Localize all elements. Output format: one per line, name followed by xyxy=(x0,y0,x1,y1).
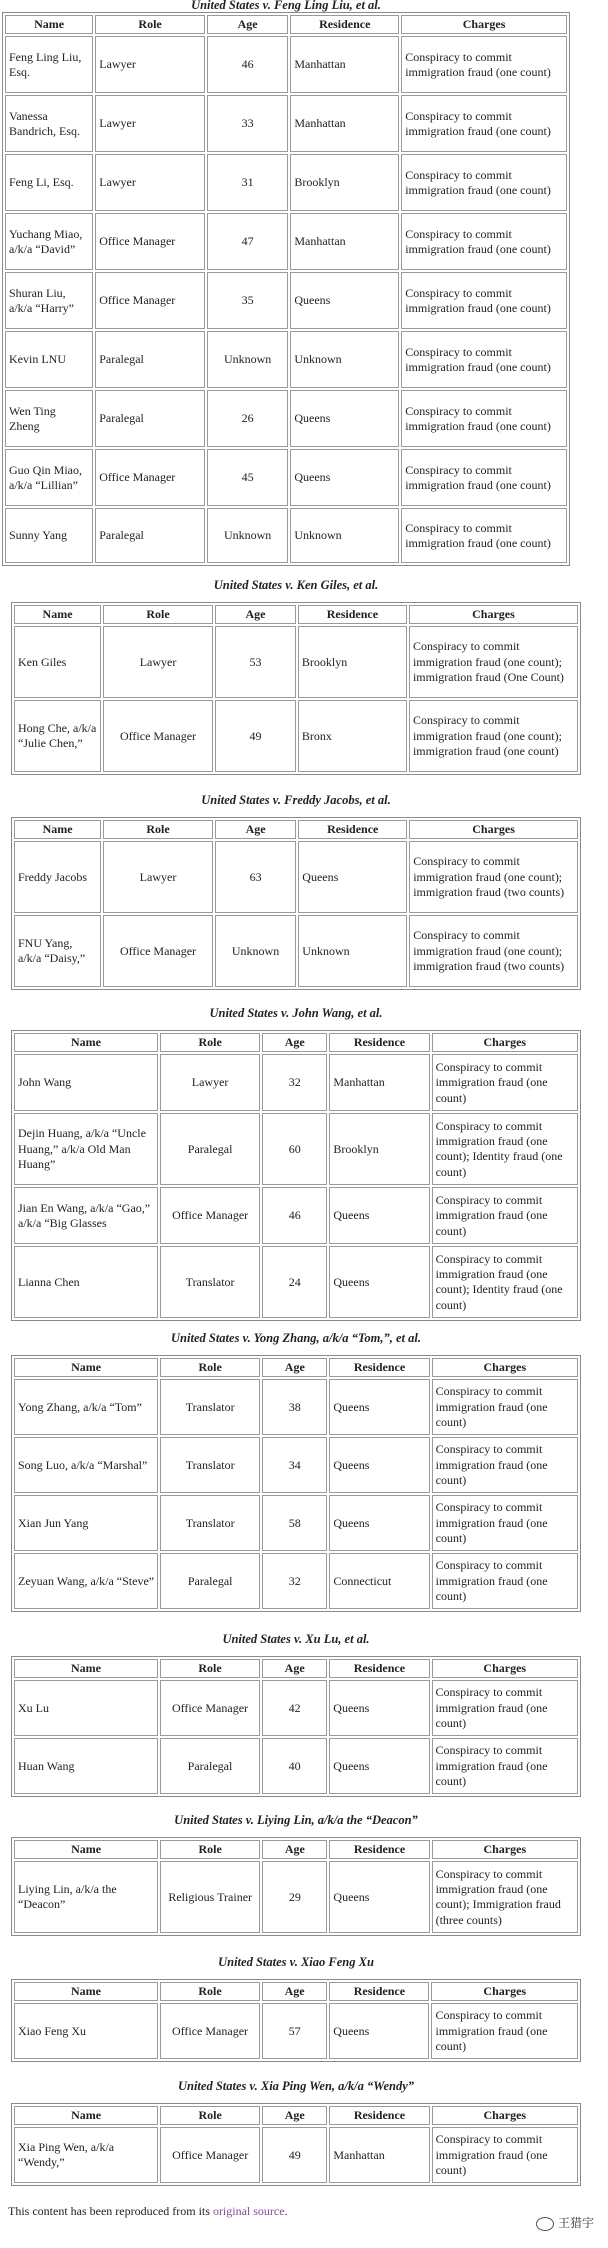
name-cell: Wen Ting Zheng xyxy=(5,390,93,447)
case-table xyxy=(11,1355,581,1612)
table-row xyxy=(14,1680,578,1736)
role-cell: Office Manager xyxy=(160,2127,260,2183)
role-cell: Office Manager xyxy=(160,1680,260,1736)
table-row xyxy=(5,390,567,447)
case-table xyxy=(11,2103,581,2186)
age-cell: 46 xyxy=(207,36,288,93)
residence-cell: Unknown xyxy=(290,331,399,388)
name-cell: Shuran Liu, a/k/a “Harry” xyxy=(5,272,93,329)
column-header-charges: Charges xyxy=(401,15,567,34)
age-cell: 49 xyxy=(215,700,296,772)
table-row xyxy=(5,508,567,563)
role-cell: Office Manager xyxy=(160,2003,260,2059)
column-header-role: Role xyxy=(160,1033,260,1052)
column-header-name: Name xyxy=(14,605,101,624)
column-header-residence: Residence xyxy=(298,605,407,624)
residence-cell: Unknown xyxy=(298,915,407,987)
table-row xyxy=(14,1738,578,1794)
residence-cell: Queens xyxy=(329,1437,429,1493)
charges-cell: Conspiracy to commit immigration fraud (one count); immigration fraud (One Count) xyxy=(409,626,578,698)
column-header-residence: Residence xyxy=(329,1033,429,1052)
charges-cell: Conspiracy to commit immigration fraud (one count) xyxy=(401,449,567,506)
charges-cell: Conspiracy to commit immigration fraud (one count) xyxy=(432,2127,578,2183)
header-row xyxy=(14,605,578,624)
case-table xyxy=(2,12,570,566)
column-header-residence: Residence xyxy=(298,820,407,839)
column-header-name: Name xyxy=(14,1358,158,1377)
column-header-name: Name xyxy=(5,15,93,34)
age-cell: 47 xyxy=(207,213,288,270)
age-cell: 63 xyxy=(215,841,296,913)
residence-cell: Manhattan xyxy=(329,1054,429,1111)
age-cell: Unknown xyxy=(207,331,288,388)
charges-cell: Conspiracy to commit immigration fraud (one count) xyxy=(432,1553,578,1609)
residence-cell: Queens xyxy=(290,390,399,447)
residence-cell: Unknown xyxy=(290,508,399,563)
charges-cell: Conspiracy to commit immigration fraud (one count) xyxy=(401,154,567,211)
charges-cell: Conspiracy to commit immigration fraud (one count); immigration fraud (two counts) xyxy=(409,841,578,913)
charges-cell: Conspiracy to commit immigration fraud (one count); Immigration fraud (three counts) xyxy=(432,1861,578,1933)
age-cell: 26 xyxy=(207,390,288,447)
name-cell: Jian En Wang, a/k/a “Gao,” a/k/a “Big Glasses xyxy=(14,1187,158,1244)
column-header-charges: Charges xyxy=(432,1840,578,1859)
residence-cell: Brooklyn xyxy=(298,626,407,698)
role-cell: Lawyer xyxy=(95,36,205,93)
age-cell: 24 xyxy=(262,1246,327,1318)
case-title: United States v. Feng Ling Liu, et al. xyxy=(191,0,381,12)
column-header-role: Role xyxy=(160,1659,260,1678)
age-cell: 29 xyxy=(262,1861,327,1933)
charges-cell: Conspiracy to commit immigration fraud (one count) xyxy=(401,331,567,388)
name-cell: Hong Che, a/k/a “Julie Chen,” xyxy=(14,700,101,772)
charges-cell: Conspiracy to commit immigration fraud (one count) xyxy=(432,1680,579,1736)
case-table xyxy=(11,1030,581,1321)
column-header-age: Age xyxy=(262,1982,327,2001)
table-row xyxy=(14,626,578,698)
residence-cell: Bronx xyxy=(298,700,407,772)
header-row xyxy=(14,2106,578,2125)
column-header-name: Name xyxy=(14,1033,158,1052)
watermark xyxy=(536,2214,594,2231)
table-row xyxy=(5,331,567,388)
age-cell: 60 xyxy=(262,1113,327,1185)
age-cell: 57 xyxy=(262,2003,327,2059)
header-row xyxy=(14,1840,578,1859)
table-row xyxy=(14,2003,578,2059)
table-row xyxy=(5,449,567,506)
case-title: United States v. Liying Lin, a/k/a the “Deacon” xyxy=(174,1813,418,1827)
role-cell: Translator xyxy=(160,1495,260,1551)
role-cell: Lawyer xyxy=(160,1054,260,1111)
charges-cell: Conspiracy to commit immigration fraud (one count) xyxy=(432,1054,578,1111)
residence-cell: Queens xyxy=(329,1187,429,1244)
age-cell: 35 xyxy=(207,272,288,329)
name-cell: Xiao Feng Xu xyxy=(14,2003,158,2059)
column-header-name: Name xyxy=(14,820,101,839)
residence-cell: Queens xyxy=(290,449,399,506)
case-table xyxy=(11,817,581,990)
column-header-role: Role xyxy=(160,1982,260,2001)
role-cell: Office Manager xyxy=(95,272,205,329)
age-cell: 33 xyxy=(207,95,288,152)
column-header-age: Age xyxy=(262,2106,327,2125)
case-table xyxy=(11,1837,581,1936)
charges-cell: Conspiracy to commit immigration fraud (one count) xyxy=(401,390,567,447)
name-cell: Xian Jun Yang xyxy=(14,1495,158,1551)
name-cell: Kevin LNU xyxy=(5,331,93,388)
column-header-charges: Charges xyxy=(409,820,578,839)
role-cell: Religious Trainer xyxy=(160,1861,260,1933)
column-header-residence: Residence xyxy=(329,1840,429,1859)
case-title: United States v. Xiao Feng Xu xyxy=(218,1955,374,1969)
table-row xyxy=(14,1379,578,1435)
case-title: United States v. Xia Ping Wen, a/k/a “Wendy” xyxy=(177,2079,414,2093)
role-cell: Lawyer xyxy=(95,154,205,211)
column-header-role: Role xyxy=(95,15,205,34)
table-row xyxy=(5,272,567,329)
charges-cell: Conspiracy to commit immigration fraud (one count) xyxy=(432,1738,579,1794)
name-cell: Feng Ling Liu, Esq. xyxy=(5,36,93,93)
table-row xyxy=(14,1246,578,1318)
residence-cell: Queens xyxy=(329,1246,429,1318)
table-row xyxy=(14,841,578,913)
table-row xyxy=(14,1495,578,1551)
name-cell: Yong Zhang, a/k/a “Tom” xyxy=(14,1379,158,1435)
source-note-text: This content has been reproduced from its xyxy=(8,2204,213,2218)
table-row xyxy=(14,1113,578,1185)
column-header-role: Role xyxy=(160,1840,260,1859)
residence-cell: Queens xyxy=(290,272,399,329)
role-cell: Translator xyxy=(160,1379,260,1435)
residence-cell: Brooklyn xyxy=(329,1113,429,1185)
role-cell: Lawyer xyxy=(103,626,213,698)
role-cell: Translator xyxy=(160,1437,260,1493)
name-cell: Dejin Huang, a/k/a “Uncle Huang,” a/k/a Old Man Huang” xyxy=(14,1113,158,1185)
case-title: United States v. John Wang, et al. xyxy=(209,1006,383,1020)
charges-cell: Conspiracy to commit immigration fraud (one count) xyxy=(432,1379,578,1435)
age-cell: 31 xyxy=(207,154,288,211)
age-cell: Unknown xyxy=(215,915,296,987)
column-header-age: Age xyxy=(262,1659,327,1678)
age-cell: 46 xyxy=(262,1187,327,1244)
table-row xyxy=(14,1054,578,1111)
charges-cell: Conspiracy to commit immigration fraud (one count); immigration fraud (one count) xyxy=(409,700,578,772)
residence-cell: Brooklyn xyxy=(290,154,399,211)
case-title: United States v. Freddy Jacobs, et al. xyxy=(201,793,391,807)
age-cell: 38 xyxy=(262,1379,327,1435)
age-cell: Unknown xyxy=(207,508,288,563)
column-header-residence: Residence xyxy=(329,2106,429,2125)
age-cell: 45 xyxy=(207,449,288,506)
column-header-charges: Charges xyxy=(432,2106,578,2125)
case-table xyxy=(11,602,581,775)
age-cell: 58 xyxy=(262,1495,327,1551)
residence-cell: Queens xyxy=(329,1495,429,1551)
residence-cell: Manhattan xyxy=(290,36,399,93)
role-cell: Office Manager xyxy=(95,213,205,270)
table-row xyxy=(14,1187,578,1244)
table-row xyxy=(14,1553,578,1609)
column-header-age: Age xyxy=(262,1033,327,1052)
table-row xyxy=(14,1437,578,1493)
age-cell: 42 xyxy=(262,1680,327,1736)
column-header-charges: Charges xyxy=(432,1659,579,1678)
charges-cell: Conspiracy to commit immigration fraud (one count) xyxy=(432,1187,578,1244)
name-cell: John Wang xyxy=(14,1054,158,1111)
charges-cell: Conspiracy to commit immigration fraud (one count) xyxy=(432,1495,578,1551)
name-cell: Xu Lu xyxy=(14,1680,158,1736)
name-cell: Liying Lin, a/k/a the “Deacon” xyxy=(14,1861,158,1933)
wechat-icon xyxy=(536,2217,554,2231)
role-cell: Translator xyxy=(160,1246,260,1318)
column-header-age: Age xyxy=(215,820,296,839)
role-cell: Paralegal xyxy=(160,1738,260,1794)
residence-cell: Queens xyxy=(329,1738,429,1794)
column-header-residence: Residence xyxy=(329,1659,429,1678)
column-header-age: Age xyxy=(262,1358,327,1377)
charges-cell: Conspiracy to commit immigration fraud (one count); Identity fraud (one count) xyxy=(432,1246,578,1318)
role-cell: Paralegal xyxy=(160,1113,260,1185)
column-header-name: Name xyxy=(14,1840,158,1859)
header-row xyxy=(5,15,567,34)
age-cell: 32 xyxy=(262,1553,327,1609)
table-row xyxy=(14,1861,578,1933)
column-header-charges: Charges xyxy=(431,1982,578,2001)
case-table xyxy=(11,1656,581,1797)
case-table xyxy=(11,1979,581,2062)
table-row xyxy=(5,213,567,270)
charges-cell: Conspiracy to commit immigration fraud (one count) xyxy=(401,213,567,270)
column-header-name: Name xyxy=(14,2106,158,2125)
header-row xyxy=(14,1982,578,2001)
name-cell: Song Luo, a/k/a “Marshal” xyxy=(14,1437,158,1493)
role-cell: Lawyer xyxy=(103,841,213,913)
name-cell: Feng Li, Esq. xyxy=(5,154,93,211)
source-note-end: . xyxy=(284,2204,288,2218)
table-row xyxy=(5,36,567,93)
table-row xyxy=(14,700,578,772)
original-source-link[interactable]: original source xyxy=(212,2204,285,2218)
name-cell: Lianna Chen xyxy=(14,1246,158,1318)
age-cell: 53 xyxy=(215,626,296,698)
table-row xyxy=(5,154,567,211)
residence-cell: Queens xyxy=(329,1379,429,1435)
charges-cell: Conspiracy to commit immigration fraud (one count) xyxy=(401,36,567,93)
column-header-role: Role xyxy=(103,820,213,839)
role-cell: Paralegal xyxy=(160,1553,260,1609)
case-title: United States v. Xu Lu, et al. xyxy=(222,1632,370,1646)
column-header-charges: Charges xyxy=(432,1033,578,1052)
column-header-residence: Residence xyxy=(329,1982,429,2001)
residence-cell: Manhattan xyxy=(329,2127,429,2183)
residence-cell: Connecticut xyxy=(329,1553,429,1609)
column-header-role: Role xyxy=(103,605,213,624)
column-header-name: Name xyxy=(14,1982,158,2001)
age-cell: 49 xyxy=(262,2127,327,2183)
residence-cell: Manhattan xyxy=(290,95,399,152)
age-cell: 40 xyxy=(262,1738,327,1794)
charges-cell: Conspiracy to commit immigration fraud (one count) xyxy=(401,95,567,152)
table-row xyxy=(5,95,567,152)
role-cell: Lawyer xyxy=(95,95,205,152)
age-cell: 32 xyxy=(262,1054,327,1111)
role-cell: Paralegal xyxy=(95,331,205,388)
name-cell: Sunny Yang xyxy=(5,508,93,563)
column-header-charges: Charges xyxy=(409,605,578,624)
role-cell: Office Manager xyxy=(160,1187,260,1244)
role-cell: Paralegal xyxy=(95,390,205,447)
role-cell: Office Manager xyxy=(95,449,205,506)
case-title: United States v. Yong Zhang, a/k/a “Tom,”, et al. xyxy=(171,1331,421,1345)
role-cell: Office Manager xyxy=(103,915,213,987)
role-cell: Paralegal xyxy=(95,508,205,563)
header-row xyxy=(14,820,578,839)
watermark-text: 王猎宇 xyxy=(557,2216,594,2230)
table-row xyxy=(14,2127,578,2183)
residence-cell: Queens xyxy=(329,1680,429,1736)
name-cell: FNU Yang, a/k/a “Daisy,” xyxy=(14,915,101,987)
name-cell: Ken Giles xyxy=(14,626,101,698)
name-cell: Huan Wang xyxy=(14,1738,158,1794)
name-cell: Zeyuan Wang, a/k/a “Steve” xyxy=(14,1553,158,1609)
name-cell: Vanessa Bandrich, Esq. xyxy=(5,95,93,152)
column-header-residence: Residence xyxy=(329,1358,429,1377)
source-note xyxy=(8,2204,288,2219)
column-header-role: Role xyxy=(160,2106,260,2125)
charges-cell: Conspiracy to commit immigration fraud (one count); immigration fraud (two counts) xyxy=(409,915,578,987)
column-header-age: Age xyxy=(262,1840,327,1859)
charges-cell: Conspiracy to commit immigration fraud (one count) xyxy=(431,2003,578,2059)
residence-cell: Manhattan xyxy=(290,213,399,270)
case-title: United States v. Ken Giles, et al. xyxy=(213,578,379,592)
column-header-name: Name xyxy=(14,1659,158,1678)
residence-cell: Queens xyxy=(298,841,407,913)
charges-cell: Conspiracy to commit immigration fraud (one count) xyxy=(432,1437,578,1493)
column-header-residence: Residence xyxy=(290,15,399,34)
table-row xyxy=(14,915,578,987)
role-cell: Office Manager xyxy=(103,700,213,772)
column-header-role: Role xyxy=(160,1358,260,1377)
name-cell: Yuchang Miao, a/k/a “David” xyxy=(5,213,93,270)
header-row xyxy=(14,1033,578,1052)
charges-cell: Conspiracy to commit immigration fraud (one count) xyxy=(401,272,567,329)
charges-cell: Conspiracy to commit immigration fraud (one count); Identity fraud (one count) xyxy=(432,1113,578,1185)
name-cell: Guo Qin Miao, a/k/a “Lillian” xyxy=(5,449,93,506)
name-cell: Xia Ping Wen, a/k/a “Wendy,” xyxy=(14,2127,158,2183)
age-cell: 34 xyxy=(262,1437,327,1493)
residence-cell: Queens xyxy=(329,2003,429,2059)
header-row xyxy=(14,1358,578,1377)
header-row xyxy=(14,1659,578,1678)
residence-cell: Queens xyxy=(329,1861,429,1933)
charges-cell: Conspiracy to commit immigration fraud (one count) xyxy=(401,508,567,563)
column-header-age: Age xyxy=(215,605,296,624)
column-header-age: Age xyxy=(207,15,288,34)
column-header-charges: Charges xyxy=(432,1358,578,1377)
name-cell: Freddy Jacobs xyxy=(14,841,101,913)
